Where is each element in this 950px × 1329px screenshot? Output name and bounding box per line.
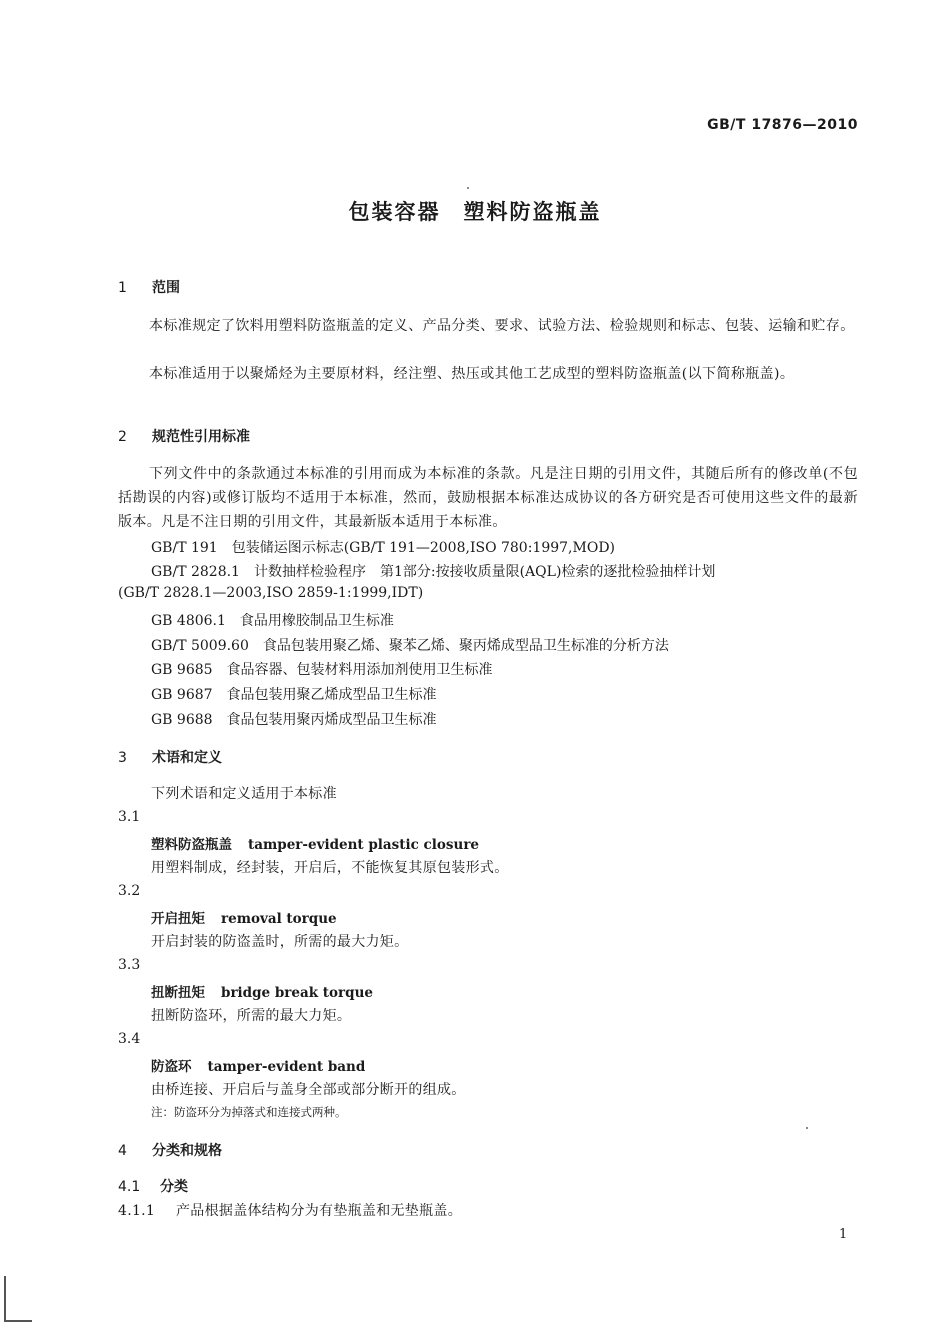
- term-english: removal torque: [221, 911, 337, 927]
- reference-item: [151, 684, 437, 704]
- term-number: 3.3: [118, 957, 141, 973]
- reference-title: 食品用橡胶制品卫生标准: [239, 613, 394, 629]
- reference-code: GB/T 191: [151, 540, 218, 556]
- section-number: 4: [118, 1143, 127, 1159]
- term-entry: [151, 981, 373, 1001]
- term-note: 注：防盗环分为掉落式和连接式两种。: [151, 1105, 347, 1119]
- reference-item: [151, 709, 437, 729]
- section-number: 1: [118, 280, 127, 296]
- page-number: 1: [839, 1227, 848, 1242]
- section-number: 3: [118, 750, 127, 766]
- term-english: bridge break torque: [221, 985, 373, 1001]
- term-definition: 用塑料制成，经封装，开启后，不能恢复其原包装形式。: [151, 860, 509, 876]
- term-number: 3.2: [118, 883, 141, 899]
- term-definition: 由桥连接、开启后与盖身全部或部分断开的组成。: [151, 1082, 466, 1098]
- reference-title: 食品包装用聚乙烯成型品卫生标准: [226, 687, 437, 703]
- reference-title: 包装储运图示标志(GB/T 191—2008,ISO 780:1997,MOD): [231, 540, 616, 556]
- section-3-intro: 下列术语和定义适用于本标准: [151, 786, 337, 802]
- section-number: 2: [118, 429, 127, 445]
- reference-continuation: (GB/T 2828.1—2003,ISO 2859-1:1999,IDT): [118, 585, 424, 601]
- reference-title: 食品包装用聚乙烯、聚苯乙烯、聚丙烯成型品卫生标准的分析方法: [262, 638, 669, 654]
- section-2-heading: [118, 426, 250, 446]
- reference-code: GB/T 2828.1: [151, 564, 240, 580]
- term-number: 3.1: [118, 809, 141, 825]
- reference-title: 食品包装用聚丙烯成型品卫生标准: [226, 712, 437, 728]
- reference-item: [151, 659, 493, 679]
- section-1-paragraph-1: 本标准规定了饮料用塑料防盗瓶盖的定义、产品分类、要求、试验方法、检验规则和标志、包装、运输和贮存。: [149, 318, 855, 334]
- reference-title: 食品容器、包装材料用添加剂使用卫生标准: [226, 662, 493, 678]
- scan-speck: [806, 1127, 808, 1129]
- reference-item: [151, 537, 615, 557]
- term-entry: [151, 833, 479, 853]
- section-2-paragraph: 下列文件中的条款通过本标准的引用而成为本标准的条款。凡是注日期的引用文件，其随后所有的修改单(不包括勘误的内容)或修订版均不适用于本标准，然而，鼓励根据本标准达成协议的各方研究是否可使用这些文件的最新版本。凡是不注日期的引用文件，其最新版本适用于本标准。: [118, 466, 858, 530]
- subsection-title: 分类: [160, 1179, 188, 1195]
- term-entry: [151, 907, 337, 927]
- reference-item: [151, 635, 669, 655]
- subsection-4-1-heading: [118, 1176, 188, 1196]
- term-chinese: 开启扭矩: [151, 911, 205, 927]
- reference-code: GB/T 5009.60: [151, 638, 249, 654]
- reference-code: GB 9688: [151, 712, 213, 728]
- section-1-paragraph-2: 本标准适用于以聚烯烃为主要原材料，经注塑、热压或其他工艺成型的塑料防盗瓶盖(以下简称瓶盖)。: [149, 366, 795, 382]
- reference-code: GB 9687: [151, 687, 213, 703]
- term-definition: 开启封装的防盗盖时，所需的最大力矩。: [151, 934, 409, 950]
- reference-code: GB 9685: [151, 662, 213, 678]
- section-1-heading: [118, 277, 180, 297]
- standard-code: GB/T 17876—2010: [707, 117, 858, 133]
- term-chinese: 塑料防盗瓶盖: [151, 837, 232, 853]
- term-entry: [151, 1055, 365, 1075]
- clause-number: 4.1.1: [118, 1203, 156, 1219]
- term-number: 3.4: [118, 1031, 141, 1047]
- term-chinese: 扭断扭矩: [151, 985, 205, 1001]
- term-english: tamper-evident band: [207, 1059, 366, 1075]
- section-title: 术语和定义: [152, 750, 222, 766]
- reference-item: [151, 610, 394, 630]
- clause-text: 产品根据盖体结构分为有垫瓶盖和无垫瓶盖。: [176, 1203, 462, 1219]
- term-chinese: 防盗环: [151, 1059, 192, 1075]
- reference-title: 计数抽样检验程序 第1部分:按接收质量限(AQL)检索的逐批检验抽样计划: [253, 564, 716, 580]
- reference-item: [151, 561, 715, 581]
- section-title: 范围: [152, 280, 180, 296]
- subsection-number: 4.1: [118, 1179, 141, 1195]
- section-4-heading: [118, 1140, 222, 1160]
- document-title: 包装容器 塑料防盗瓶盖: [348, 200, 602, 224]
- section-title: 分类和规格: [152, 1143, 222, 1159]
- clause-4-1-1: [118, 1200, 462, 1220]
- scan-speck: [467, 187, 469, 189]
- section-3-heading: [118, 747, 222, 767]
- term-english: tamper-evident plastic closure: [248, 837, 480, 853]
- term-definition: 扭断防盗环，所需的最大力矩。: [151, 1008, 352, 1024]
- section-title: 规范性引用标准: [152, 429, 250, 445]
- reference-code: GB 4806.1: [151, 613, 226, 629]
- scan-margin-mark: [4, 1276, 32, 1322]
